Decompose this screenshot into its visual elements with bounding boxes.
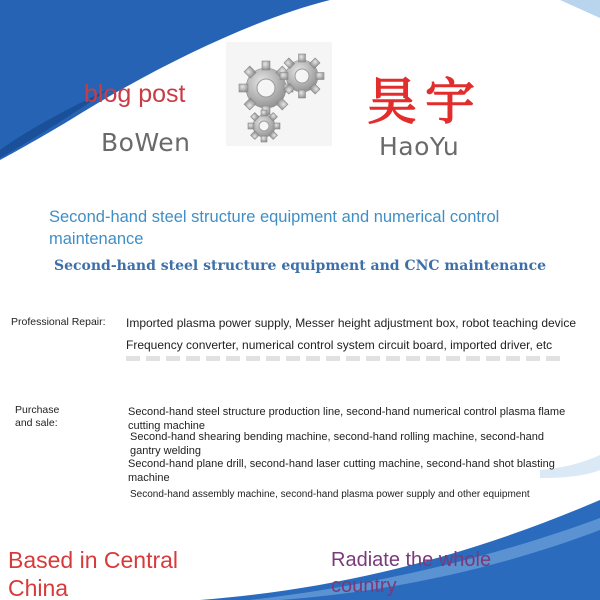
repair-item: Imported plasma power supply, Messer height adjustment box, robot teaching device — [126, 316, 577, 330]
footer-based-in: Based in Central China — [8, 547, 179, 600]
title-line-1: Second-hand steel structure equipment and numerical control maintenance — [49, 208, 500, 248]
gears-icon — [226, 42, 332, 146]
haoyu-chinese-name: 昊宇 — [367, 72, 483, 131]
bowen-name: BoWen — [101, 128, 191, 157]
blog-post-label: blog post — [84, 80, 186, 108]
sale-item: Second-hand steel structure production line, second-hand numerical control plasma flame cutting machine — [128, 406, 566, 432]
purchase-and-sale-label: Purchase and sale: — [15, 404, 60, 429]
footer-radiate: Radiate the whole country — [331, 549, 492, 597]
sale-item: Second-hand plane drill, second-hand laser cutting machine, second-hand shot blasting machine — [128, 458, 555, 484]
sale-item: Second-hand assembly machine, second-hand plasma power supply and other equipment — [130, 489, 530, 500]
faded-text-row — [126, 356, 566, 361]
title-line-2: Second-hand steel structure equipment and CNC maintenance — [54, 258, 547, 274]
professional-repair-label: Professional Repair: — [11, 316, 106, 328]
repair-item: Frequency converter, numerical control system circuit board, imported driver, etc — [126, 338, 553, 352]
sale-item: Second-hand shearing bending machine, second-hand rolling machine, second-hand gantry welding — [130, 431, 545, 457]
haoyu-name: HaoYu — [379, 132, 460, 161]
